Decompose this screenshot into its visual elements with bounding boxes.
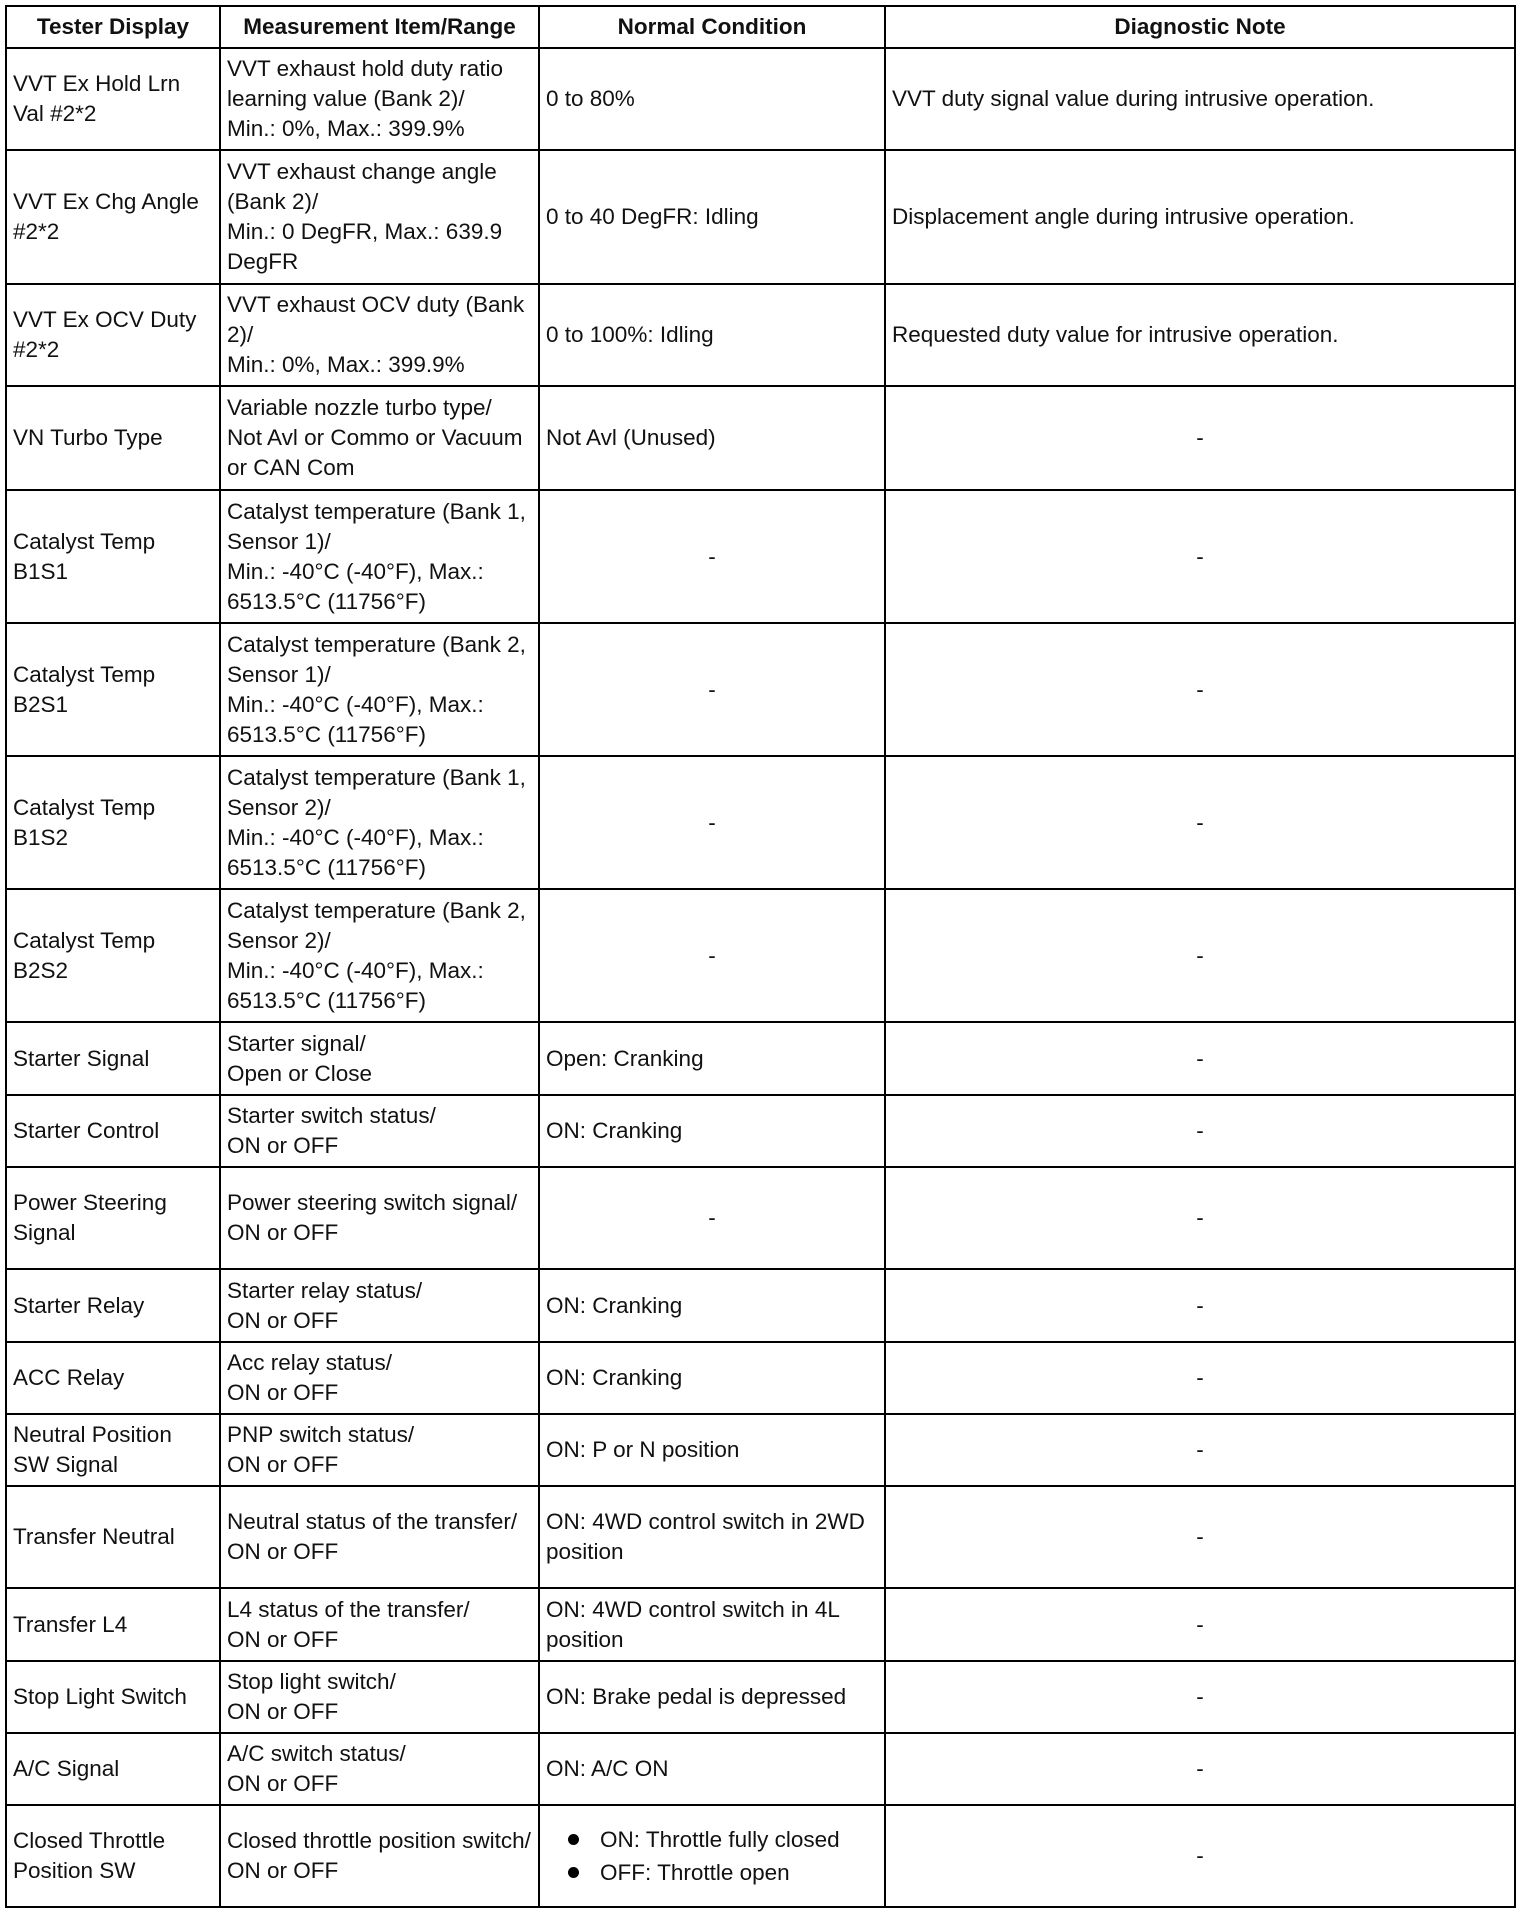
measurement-cell: Stop light switch/ ON or OFF [220,1661,539,1733]
header-tester-display: Tester Display [6,6,220,48]
tester-display-cell: VVT Ex OCV Duty #2*2 [6,284,220,386]
normal-condition-cell: 0 to 40 DegFR: Idling [539,150,885,284]
measurement-cell: PNP switch status/ ON or OFF [220,1414,539,1486]
diagnostic-note-cell: Displacement angle during intrusive operation. [885,150,1515,284]
table-row [6,1661,1515,1733]
table-row [6,1805,1515,1907]
table-row [6,284,1515,386]
diagnostic-note-cell: - [885,490,1515,623]
diagnostic-note-cell: Requested duty value for intrusive operation. [885,284,1515,386]
diagnostic-note-cell: - [885,1269,1515,1342]
normal-condition-cell: 0 to 80% [539,48,885,150]
tester-display-cell: Starter Signal [6,1022,220,1095]
tester-display-cell: VVT Ex Hold Lrn Val #2*2 [6,48,220,150]
table-row [6,1733,1515,1805]
tester-display-cell: Power Steering Signal [6,1167,220,1269]
tester-display-cell: Catalyst Temp B2S1 [6,623,220,756]
measurement-cell: L4 status of the transfer/ ON or OFF [220,1588,539,1661]
header-row [6,6,1515,48]
table-row [6,1342,1515,1414]
diagnostic-note-cell: - [885,1486,1515,1588]
table-row [6,1022,1515,1095]
measurement-cell: Neutral status of the transfer/ ON or OFF [220,1486,539,1588]
normal-condition-cell: 0 to 100%: Idling [539,284,885,386]
tester-display-cell: VVT Ex Chg Angle #2*2 [6,150,220,284]
diagnostic-note-cell: VVT duty signal value during intrusive operation. [885,48,1515,150]
table-row [6,756,1515,889]
table-row [6,1269,1515,1342]
table-row [6,889,1515,1022]
tester-display-cell: Catalyst Temp B1S2 [6,756,220,889]
measurement-cell: Variable nozzle turbo type/ Not Avl or Commo or Vacuum or CAN Com [220,386,539,490]
diagnostic-note-cell: - [885,1414,1515,1486]
diagnostic-note-cell: - [885,1661,1515,1733]
measurement-cell: Catalyst temperature (Bank 2, Sensor 2)/ Min.: -40°C (-40°F), Max.: 6513.5°C (11756°F) [220,889,539,1022]
normal-condition-cell: ON: Cranking [539,1269,885,1342]
tester-display-cell: Transfer Neutral [6,1486,220,1588]
measurement-cell: A/C switch status/ ON or OFF [220,1733,539,1805]
normal-condition-cell: ON: A/C ON [539,1733,885,1805]
diagnostic-note-cell: - [885,756,1515,889]
measurement-cell: Starter relay status/ ON or OFF [220,1269,539,1342]
measurement-cell: Starter signal/ Open or Close [220,1022,539,1095]
tester-display-cell: Starter Control [6,1095,220,1167]
diagnostic-note-cell: - [885,623,1515,756]
normal-condition-cell: ON: P or N position [539,1414,885,1486]
measurement-cell: Acc relay status/ ON or OFF [220,1342,539,1414]
diagnostic-note-cell: - [885,1588,1515,1661]
measurement-cell: Catalyst temperature (Bank 2, Sensor 1)/ Min.: -40°C (-40°F), Max.: 6513.5°C (11756°F) [220,623,539,756]
measurement-cell: VVT exhaust OCV duty (Bank 2)/ Min.: 0%, Max.: 399.9% [220,284,539,386]
data-list-table [5,5,1516,1908]
tester-display-cell: Transfer L4 [6,1588,220,1661]
tester-display-cell: Stop Light Switch [6,1661,220,1733]
tester-display-cell: VN Turbo Type [6,386,220,490]
normal-condition-cell: - [539,1167,885,1269]
diagnostic-note-cell: - [885,386,1515,490]
tester-display-cell: Catalyst Temp B1S1 [6,490,220,623]
header-measurement-item: Measurement Item/Range [220,6,539,48]
table-row [6,490,1515,623]
diagnostic-note-cell: - [885,1805,1515,1907]
header-normal-condition: Normal Condition [539,6,885,48]
normal-condition-cell: ON: 4WD control switch in 2WD position [539,1486,885,1588]
normal-condition-cell: - [539,623,885,756]
table-row [6,1095,1515,1167]
normal-condition-cell: - [539,490,885,623]
normal-condition-cell [539,1805,885,1907]
diagnostic-note-cell: - [885,1022,1515,1095]
normal-condition-list [546,1823,878,1889]
tester-display-cell: Neutral Position SW Signal [6,1414,220,1486]
normal-condition-cell: ON: 4WD control switch in 4L position [539,1588,885,1661]
table-row [6,623,1515,756]
tester-display-cell: ACC Relay [6,1342,220,1414]
table-row [6,1414,1515,1486]
diagnostic-note-cell: - [885,1342,1515,1414]
table-row [6,1486,1515,1588]
normal-condition-cell: ON: Cranking [539,1342,885,1414]
normal-condition-cell: - [539,756,885,889]
table-row [6,150,1515,284]
diagnostic-note-cell: - [885,1095,1515,1167]
normal-condition-cell: ON: Cranking [539,1095,885,1167]
normal-condition-cell: Open: Cranking [539,1022,885,1095]
measurement-cell: Catalyst temperature (Bank 1, Sensor 2)/ Min.: -40°C (-40°F), Max.: 6513.5°C (11756°F) [220,756,539,889]
measurement-cell: Power steering switch signal/ ON or OFF [220,1167,539,1269]
table-row [6,386,1515,490]
diagnostic-note-cell: - [885,1167,1515,1269]
normal-condition-cell: Not Avl (Unused) [539,386,885,490]
table-row [6,1588,1515,1661]
tester-display-cell: Starter Relay [6,1269,220,1342]
measurement-cell: VVT exhaust hold duty ratio learning value (Bank 2)/ Min.: 0%, Max.: 399.9% [220,48,539,150]
tester-display-cell: Closed Throttle Position SW [6,1805,220,1907]
measurement-cell: Starter switch status/ ON or OFF [220,1095,539,1167]
tester-display-cell: A/C Signal [6,1733,220,1805]
table-row [6,1167,1515,1269]
measurement-cell: VVT exhaust change angle (Bank 2)/ Min.: 0 DegFR, Max.: 639.9 DegFR [220,150,539,284]
diagnostic-note-cell: - [885,1733,1515,1805]
table-row [6,48,1515,150]
normal-condition-cell: - [539,889,885,1022]
tester-display-cell: Catalyst Temp B2S2 [6,889,220,1022]
list-item: OFF: Throttle open [568,1856,878,1889]
measurement-cell: Catalyst temperature (Bank 1, Sensor 1)/ Min.: -40°C (-40°F), Max.: 6513.5°C (11756°F) [220,490,539,623]
normal-condition-cell: ON: Brake pedal is depressed [539,1661,885,1733]
list-item: ON: Throttle fully closed [568,1823,878,1856]
measurement-cell: Closed throttle position switch/ ON or OFF [220,1805,539,1907]
header-diagnostic-note: Diagnostic Note [885,6,1515,48]
diagnostic-note-cell: - [885,889,1515,1022]
